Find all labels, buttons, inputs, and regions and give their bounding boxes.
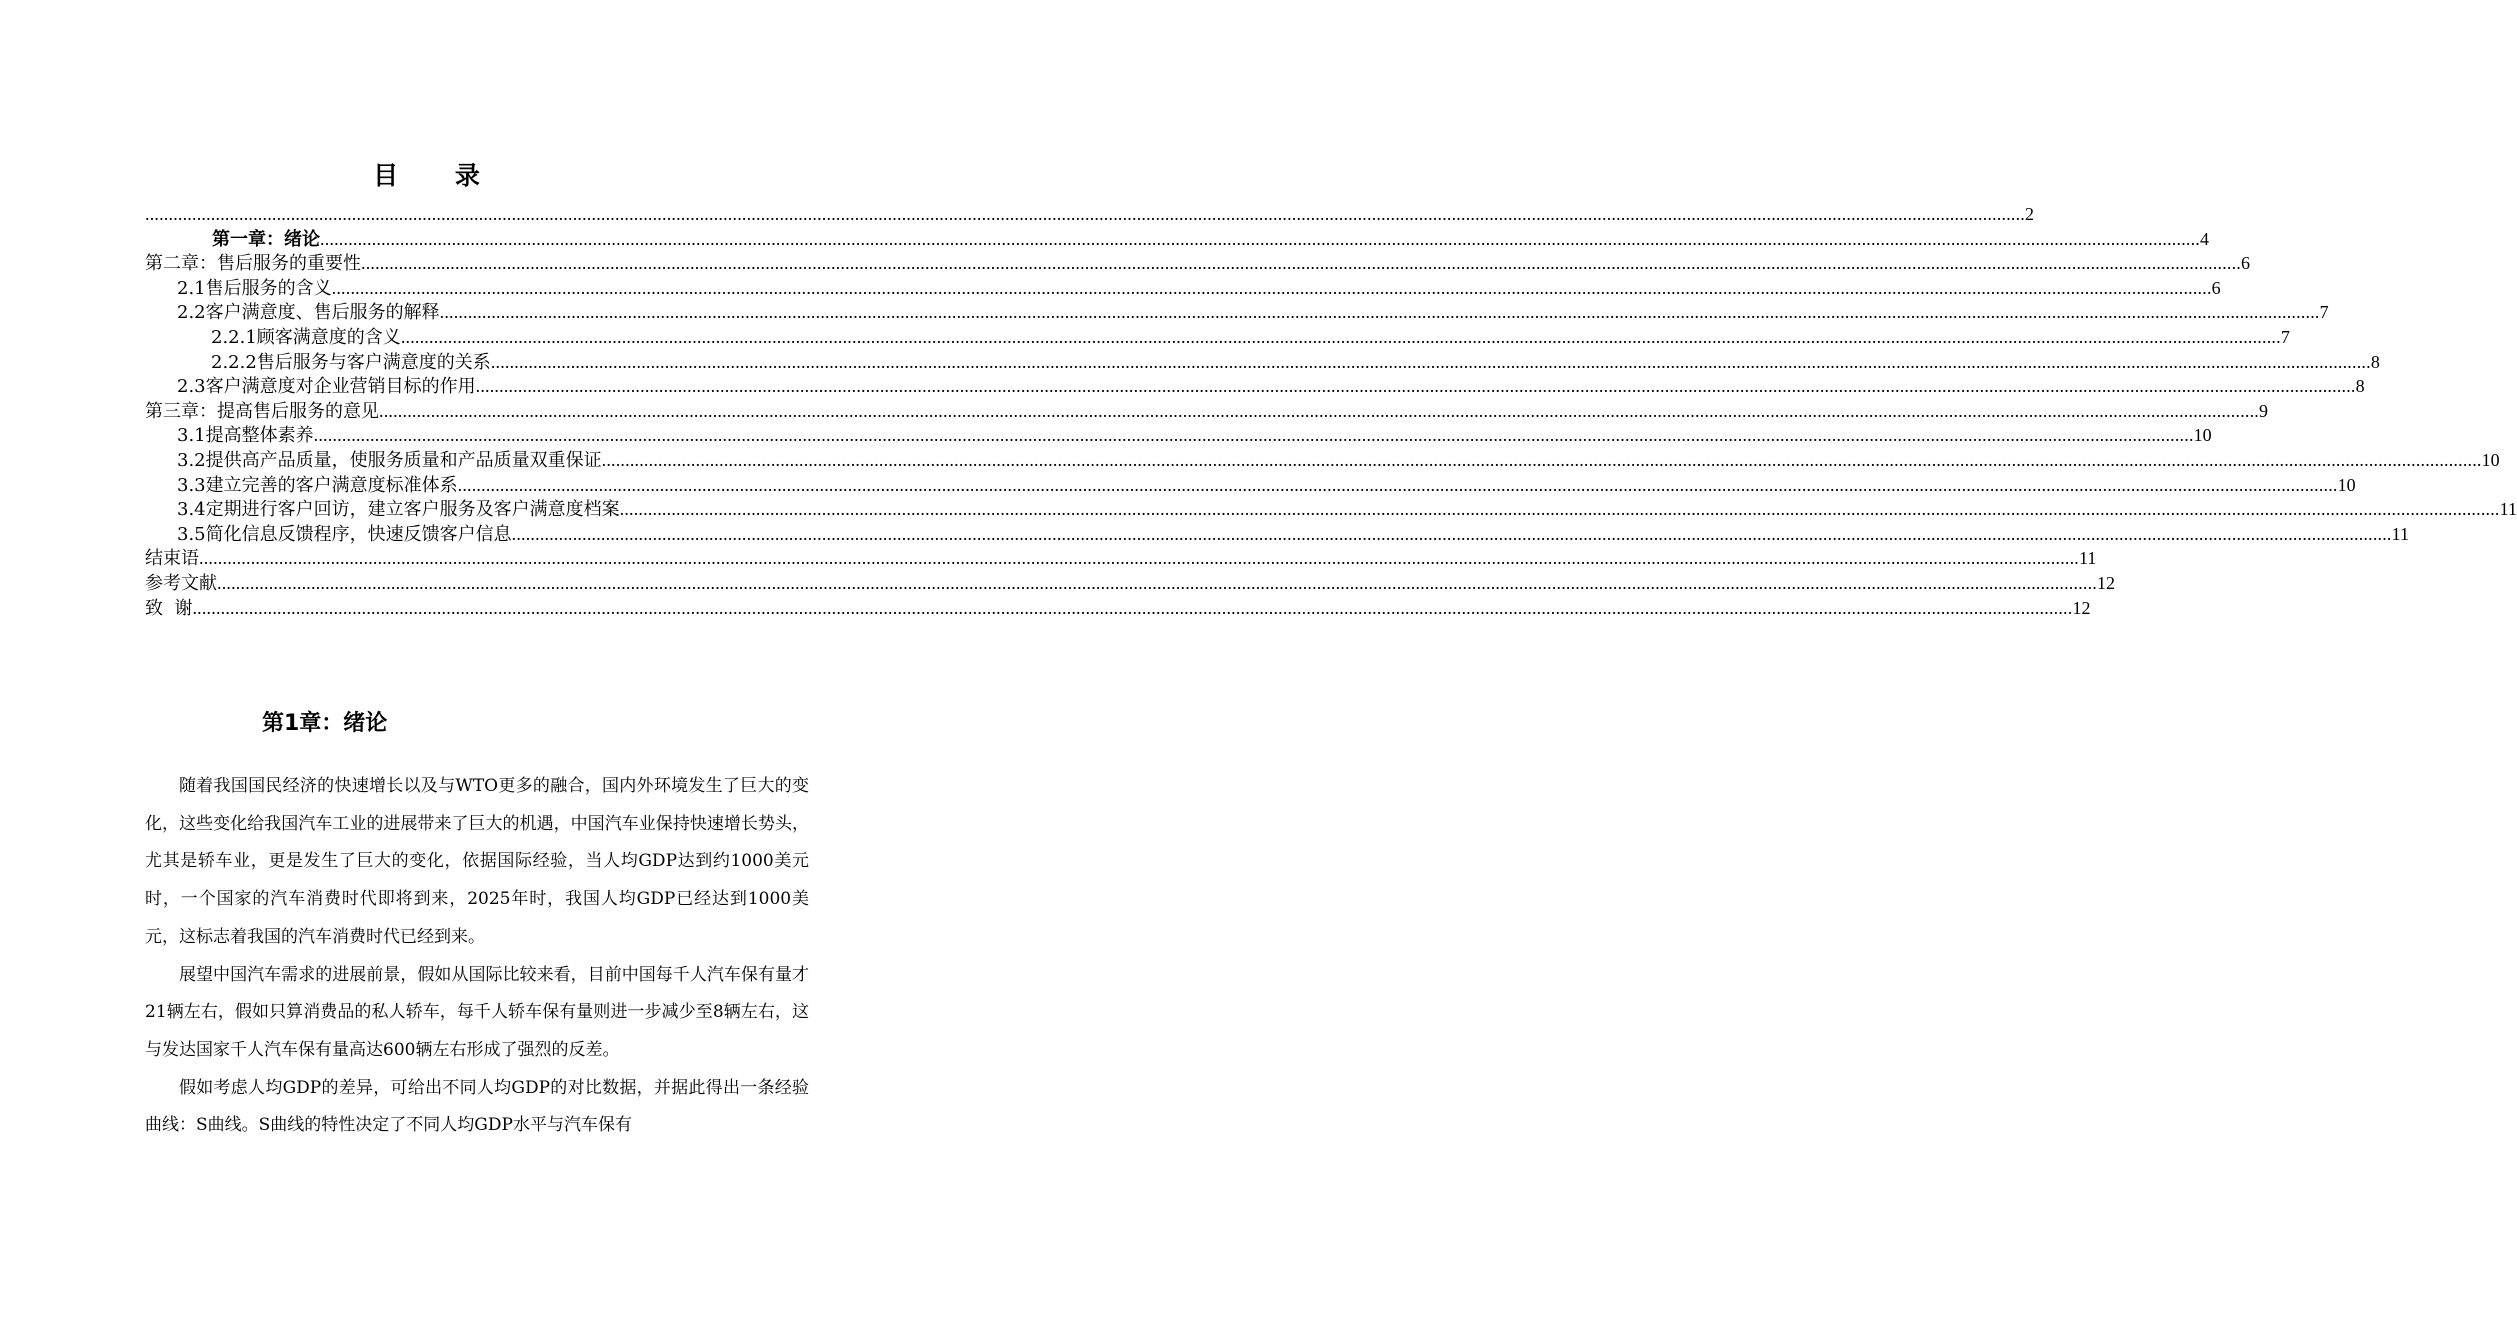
toc-leader: ................................................................................................................................................................................................................................................................................................................................................................................................................	[439, 302, 2320, 323]
body-paragraph: 随着我国国民经济的快速增长以及与WTO更多的融合，国内外环境发生了巨大的变化，这些变化给我国汽车工业的进展带来了巨大的机遇，中国汽车业保持快速增长势头，尤其是轿车业，更是发生了巨大的变化，依据国际经验，当人均GDP达到约1000美元时，一个国家的汽车消费时代即将到来，2025年时，我国人均GDP已经达到1000美元，这标志着我国的汽车消费时代已经到来。	[145, 776, 809, 947]
toc-entry-label: 第二章：售后服务的重要性	[145, 253, 361, 275]
toc-entry[interactable]	[145, 227, 2209, 252]
toc-entry[interactable]	[145, 522, 2409, 547]
toc-entry-label: 2.2.2售后服务与客户满意度的关系	[211, 351, 491, 373]
toc-entry-page: 7	[2319, 302, 2329, 323]
toc-leader: ................................................................................................................................................................................................................................................................................................................................................................................................................	[400, 326, 2281, 347]
toc-entry[interactable]	[145, 399, 2268, 424]
toc-entry-label: 结束语	[145, 548, 199, 570]
toc-entry-page: 12	[2072, 597, 2091, 618]
toc-entry-label: 第三章：提高售后服务的意见	[145, 400, 379, 422]
toc-leader: ................................................................................................................................................................................................................................................................................................................................................................................................................	[217, 572, 2097, 593]
toc-entry-label: 3.3建立完善的客户满意度标准体系	[177, 474, 458, 496]
toc-leader: ................................................................................................................................................................................................................................................................................................................................................................................................................	[475, 376, 2356, 397]
chapter-body	[145, 768, 809, 1145]
toc-entry-page: 9	[2259, 400, 2268, 421]
toc-entry-page: 11	[2079, 548, 2097, 569]
toc-entry[interactable]	[145, 374, 2365, 399]
toc-entry-label: 3.4定期进行客户回访，建立客户服务及客户满意度档案	[177, 499, 620, 521]
toc-entry-label: 第一章：绪论	[212, 228, 320, 250]
toc-leader: ................................................................................................................................................................................................................................................................................................................................................................................................................	[361, 253, 2241, 274]
toc-leader: ................................................................................................................................................................................................................................................................................................................................................................................................................	[192, 597, 2073, 618]
toc-entry-page: 8	[2370, 351, 2380, 372]
toc-leader: ................................................................................................................................................................................................................................................................................................................................................................................................................	[145, 204, 2025, 224]
toc-entry[interactable]	[145, 448, 2500, 473]
toc-leader: ................................................................................................................................................................................................................................................................................................................................................................................................................	[511, 523, 2392, 544]
toc-entry[interactable]	[145, 546, 2097, 571]
toc-leader: ................................................................................................................................................................................................................................................................................................................................................................................................................	[457, 474, 2338, 495]
toc-leader: ................................................................................................................................................................................................................................................................................................................................................................................................................	[320, 228, 2200, 249]
toc-leader: ................................................................................................................................................................................................................................................................................................................................................................................................................	[313, 425, 2194, 446]
toc-leader: ................................................................................................................................................................................................................................................................................................................................................................................................................	[379, 400, 2259, 421]
toc-entry[interactable]	[145, 276, 2221, 301]
body-paragraph: 假如考虑人均GDP的差异，可给出不同人均GDP的对比数据，并据此得出一条经验曲线：S曲线。S曲线的特性决定了不同人均GDP水平与汽车保有	[145, 1077, 809, 1136]
toc-entry-page: 12	[2097, 572, 2115, 593]
toc-entry-page: 11	[2499, 499, 2517, 520]
toc-entry-label: 2.3客户满意度对企业营销目标的作用	[177, 376, 476, 398]
toc-entry-page: 6	[2211, 277, 2221, 298]
toc-entry-label: 3.2提供高产品质量，使服务质量和产品质量双重保证	[177, 449, 602, 471]
toc-entry-label: 参考文献	[145, 572, 217, 594]
toc-entry-label: 2.1售后服务的含义	[177, 277, 332, 299]
toc-entry-page: 10	[2337, 474, 2356, 495]
toc-entry[interactable]	[145, 423, 2212, 448]
chapter-title: 第1章：绪论	[262, 711, 388, 736]
toc-leader: ................................................................................................................................................................................................................................................................................................................................................................................................................	[619, 499, 2500, 520]
toc-entry-label: 2.2客户满意度、售后服务的解释	[177, 302, 440, 324]
toc-title: 目 录	[373, 161, 504, 190]
toc-entry-label: 3.5简化信息反馈程序，快速反馈客户信息	[177, 523, 512, 545]
toc-entry-page: 6	[2241, 253, 2250, 274]
toc-entry[interactable]	[145, 350, 2380, 375]
toc-entry[interactable]	[145, 325, 2290, 350]
toc-entry-label: 致 谢	[145, 597, 193, 619]
toc-entry-page: 10	[2193, 425, 2212, 446]
toc-entry-page: 2	[2025, 204, 2034, 224]
toc-entry-page: 8	[2355, 376, 2365, 397]
toc-entry[interactable]	[145, 497, 2517, 522]
toc-entry[interactable]	[145, 300, 2329, 325]
toc-entry-page: 11	[2391, 523, 2409, 544]
toc-leader: ................................................................................................................................................................................................................................................................................................................................................................................................................	[199, 548, 2079, 569]
toc-entry[interactable]	[145, 473, 2356, 498]
toc-entry-label: 3.1提高整体素养	[177, 425, 314, 447]
toc-leader: ................................................................................................................................................................................................................................................................................................................................................................................................................	[490, 351, 2371, 372]
toc-entry-page: 7	[2280, 326, 2290, 347]
toc-entry[interactable]	[145, 596, 2091, 621]
table-of-contents	[145, 202, 2517, 620]
toc-entry-label: 2.2.1顾客满意度的含义	[211, 326, 401, 348]
toc-leader: ................................................................................................................................................................................................................................................................................................................................................................................................................	[601, 449, 2482, 470]
toc-entry[interactable]	[145, 202, 2034, 227]
toc-entry-page: 4	[2200, 228, 2209, 249]
toc-leader: ................................................................................................................................................................................................................................................................................................................................................................................................................	[331, 277, 2212, 298]
toc-entry[interactable]	[145, 571, 2115, 596]
body-paragraph: 展望中国汽车需求的进展前景，假如从国际比较来看，目前中国每千人汽车保有量才21辆左右，假如只算消费品的私人轿车，每千人轿车保有量则进一步减少至8辆左右，这与发达国家千人汽车保有量高达600辆左右形成了强烈的反差。	[145, 964, 809, 1060]
toc-entry[interactable]	[145, 251, 2250, 276]
toc-entry-page: 10	[2481, 449, 2500, 470]
